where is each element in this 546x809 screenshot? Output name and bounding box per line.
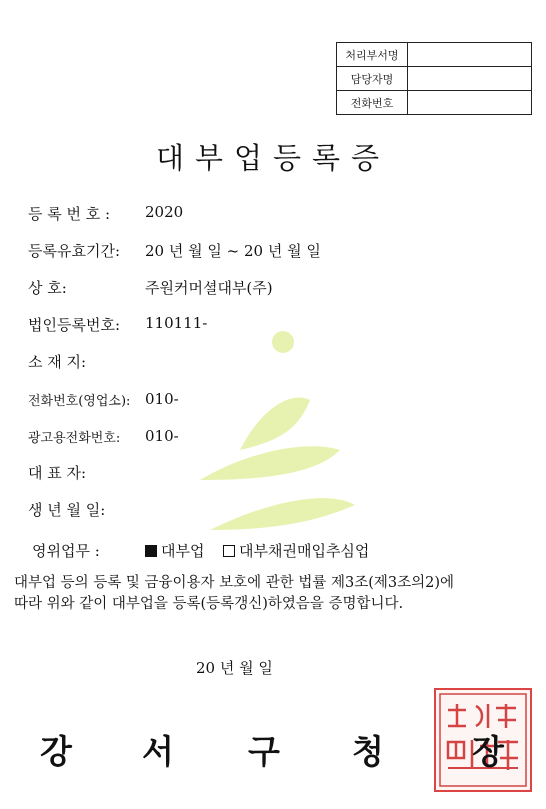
unchecked-checkbox-icon [223, 545, 235, 557]
field-value: 2020 [145, 203, 184, 221]
watermark-shape [240, 397, 310, 450]
field-label: 광고용전화번호: [28, 431, 121, 446]
field-value: 20 년 월 일 ~ 20 년 월 일 [145, 242, 321, 260]
field-value: 010- [145, 427, 179, 445]
business-option-1 [145, 540, 204, 561]
statement-line: 따라 위와 같이 대부업을 등록(등록갱신)하였음을 증명합니다. [14, 596, 404, 612]
approval-value-cell [408, 67, 532, 91]
watermark-shape [200, 446, 340, 480]
document-title: 대부업등록증 [155, 141, 391, 175]
approval-label: 담당자명 [337, 67, 408, 91]
statement-line: 대부업 등의 등록 및 금융이용자 보호에 관한 법률 제3조(제3조의2)에 [14, 575, 455, 591]
office-char: 장 [472, 732, 504, 771]
field-label: 영위업무 : [32, 542, 100, 560]
field-label: 전화번호(영업소): [28, 394, 131, 409]
approval-label: 전화번호 [337, 91, 408, 115]
office-char: 청 [352, 732, 384, 771]
field-value: 주원커머셜대부(주) [145, 279, 273, 297]
approval-table [336, 42, 532, 115]
certification-statement [14, 573, 539, 615]
approval-row [337, 67, 532, 91]
field-label: 등 록 번 호 : [28, 205, 111, 223]
business-option-2 [223, 540, 369, 561]
field-label: 법인등록번호: [28, 316, 120, 334]
office-char: 서 [142, 732, 174, 771]
issue-date: 20 년 월 일 [196, 659, 273, 677]
approval-row [337, 91, 532, 115]
field-label: 등록유효기간: [28, 242, 120, 260]
checked-checkbox-icon [145, 545, 157, 557]
office-char: 구 [248, 732, 280, 771]
approval-value-cell [408, 43, 532, 67]
field-value: 010- [145, 390, 179, 408]
business-option-label: 대부업 [161, 542, 205, 560]
watermark-shape [210, 498, 355, 530]
field-label: 대 표 자: [28, 464, 87, 482]
office-char: 강 [40, 732, 72, 771]
approval-label: 처리부서명 [337, 43, 408, 67]
field-label: 소 재 지: [28, 353, 87, 371]
field-label: 상 호: [28, 279, 67, 297]
field-label: 생 년 월 일: [28, 501, 106, 519]
business-option-label: 대부채권매입추심업 [239, 542, 370, 560]
watermark-dot [272, 331, 294, 353]
field-value: 110111- [145, 314, 208, 332]
watermark-emblem [190, 330, 360, 550]
approval-value-cell [408, 91, 532, 115]
approval-row [337, 43, 532, 67]
